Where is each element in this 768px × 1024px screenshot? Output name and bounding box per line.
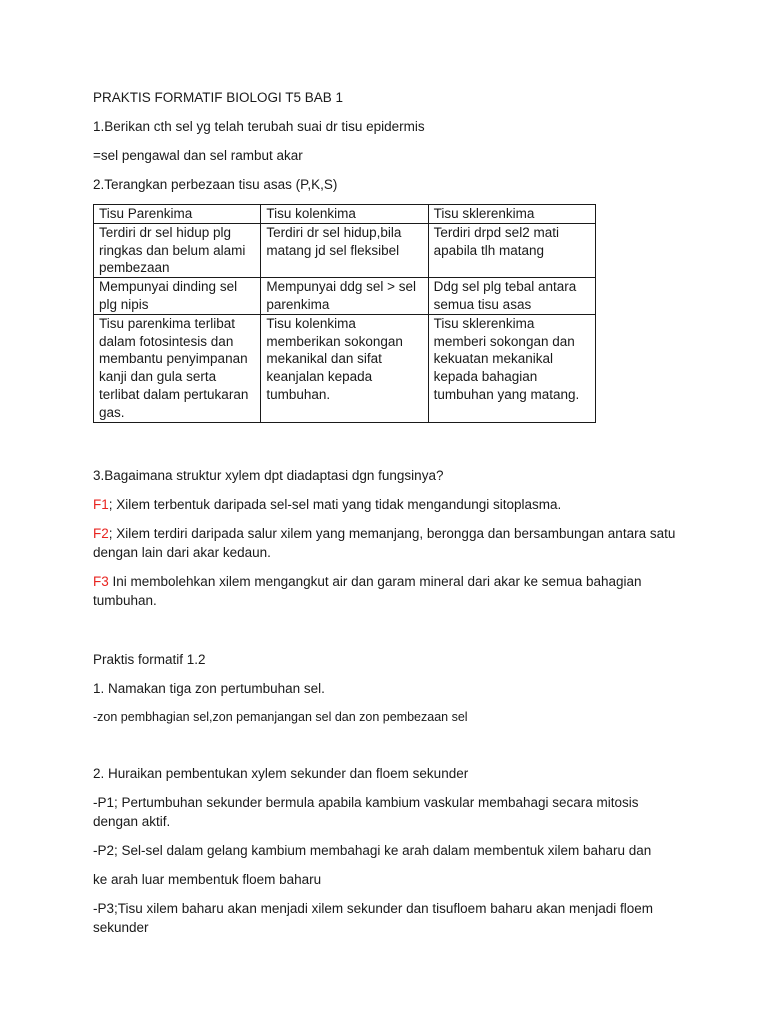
question-2: 2.Terangkan perbezaan tisu asas (P,K,S)	[93, 177, 338, 192]
point-label: F3	[93, 574, 109, 589]
table-cell: Ddg sel plg tebal antara semua tisu asas	[428, 278, 595, 315]
point-label: F1	[93, 497, 109, 512]
point-label: F2	[93, 526, 109, 541]
table-cell: Tisu parenkima terlibat dalam fotosintesis dan membantu penyimpanan kanji dan gula serta terlibat dalam pertukaran gas.	[94, 314, 261, 422]
table-cell: Mempunyai ddg sel > sel parenkima	[261, 278, 428, 315]
section-2-question-1: 1. Namakan tiga zon pertumbuhan sel.	[93, 681, 325, 696]
answer-1: =sel pengawal dan sel rambut akar	[93, 148, 303, 163]
table-row	[94, 223, 596, 277]
question-3: 3.Bagaimana struktur xylem dpt diadaptasi dgn fungsinya?	[93, 468, 444, 483]
section-2-title: Praktis formatif 1.2	[93, 652, 206, 667]
table-header-cell: Tisu kolenkima	[261, 205, 428, 224]
table-row	[94, 278, 596, 315]
table-row	[94, 314, 596, 422]
answer-p1: -P1; Pertumbuhan sekunder bermula apabila kambium vaskular membahagi secara mitosis dengan aktif.	[93, 795, 639, 829]
section-2-question-2: 2. Huraikan pembentukan xylem sekunder dan floem sekunder	[93, 766, 469, 781]
document-title: PRAKTIS FORMATIF BIOLOGI T5 BAB 1	[93, 90, 344, 105]
point-text: Ini membolehkan xilem mengangkut air dan garam mineral dari akar ke semua bahagian tumbuhan.	[93, 574, 642, 608]
table-cell: Tisu kolenkima memberikan sokongan mekanikal dan sifat keanjalan kepada tumbuhan.	[261, 314, 428, 422]
table-cell: Terdiri drpd sel2 mati apabila tlh matang	[428, 223, 595, 277]
question-1: 1.Berikan cth sel yg telah terubah suai dr tisu epidermis	[93, 119, 425, 134]
table-cell: Tisu sklerenkima memberi sokongan dan kekuatan mekanikal kepada bahagian tumbuhan yang matang.	[428, 314, 595, 422]
tissue-comparison-table	[93, 204, 596, 423]
table-cell: Mempunyai dinding sel plg nipis	[94, 278, 261, 315]
answer-p2-line-1: -P2; Sel-sel dalam gelang kambium membahagi ke arah dalam membentuk xilem baharu dan	[93, 843, 652, 858]
section-2-answer-1: -zon pembhagian sel,zon pemanjangan sel dan zon pembezaan sel	[93, 710, 468, 724]
answer-p2-line-2: ke arah luar membentuk floem baharu	[93, 872, 322, 887]
table-header-cell: Tisu Parenkima	[94, 205, 261, 224]
point-text: ; Xilem terbentuk daripada sel-sel mati yang tidak mengandungi sitoplasma.	[108, 497, 562, 512]
table-header-row	[94, 205, 596, 224]
table-cell: Terdiri dr sel hidup,bila matang jd sel fleksibel	[261, 223, 428, 277]
answer-p3: -P3;Tisu xilem baharu akan menjadi xilem sekunder dan tisufloem baharu akan menjadi floem sekunder	[93, 901, 654, 935]
table-cell: Terdiri dr sel hidup plg ringkas dan belum alami pembezaan	[94, 223, 261, 277]
point-f3	[93, 572, 678, 610]
point-f1	[93, 495, 683, 514]
point-text: ; Xilem terdiri daripada salur xilem yang memanjang, berongga dan bersambungan antara satu dengan lain dari akar kedaun.	[93, 526, 676, 560]
table-header-cell: Tisu sklerenkima	[428, 205, 595, 224]
point-f2	[93, 524, 678, 562]
